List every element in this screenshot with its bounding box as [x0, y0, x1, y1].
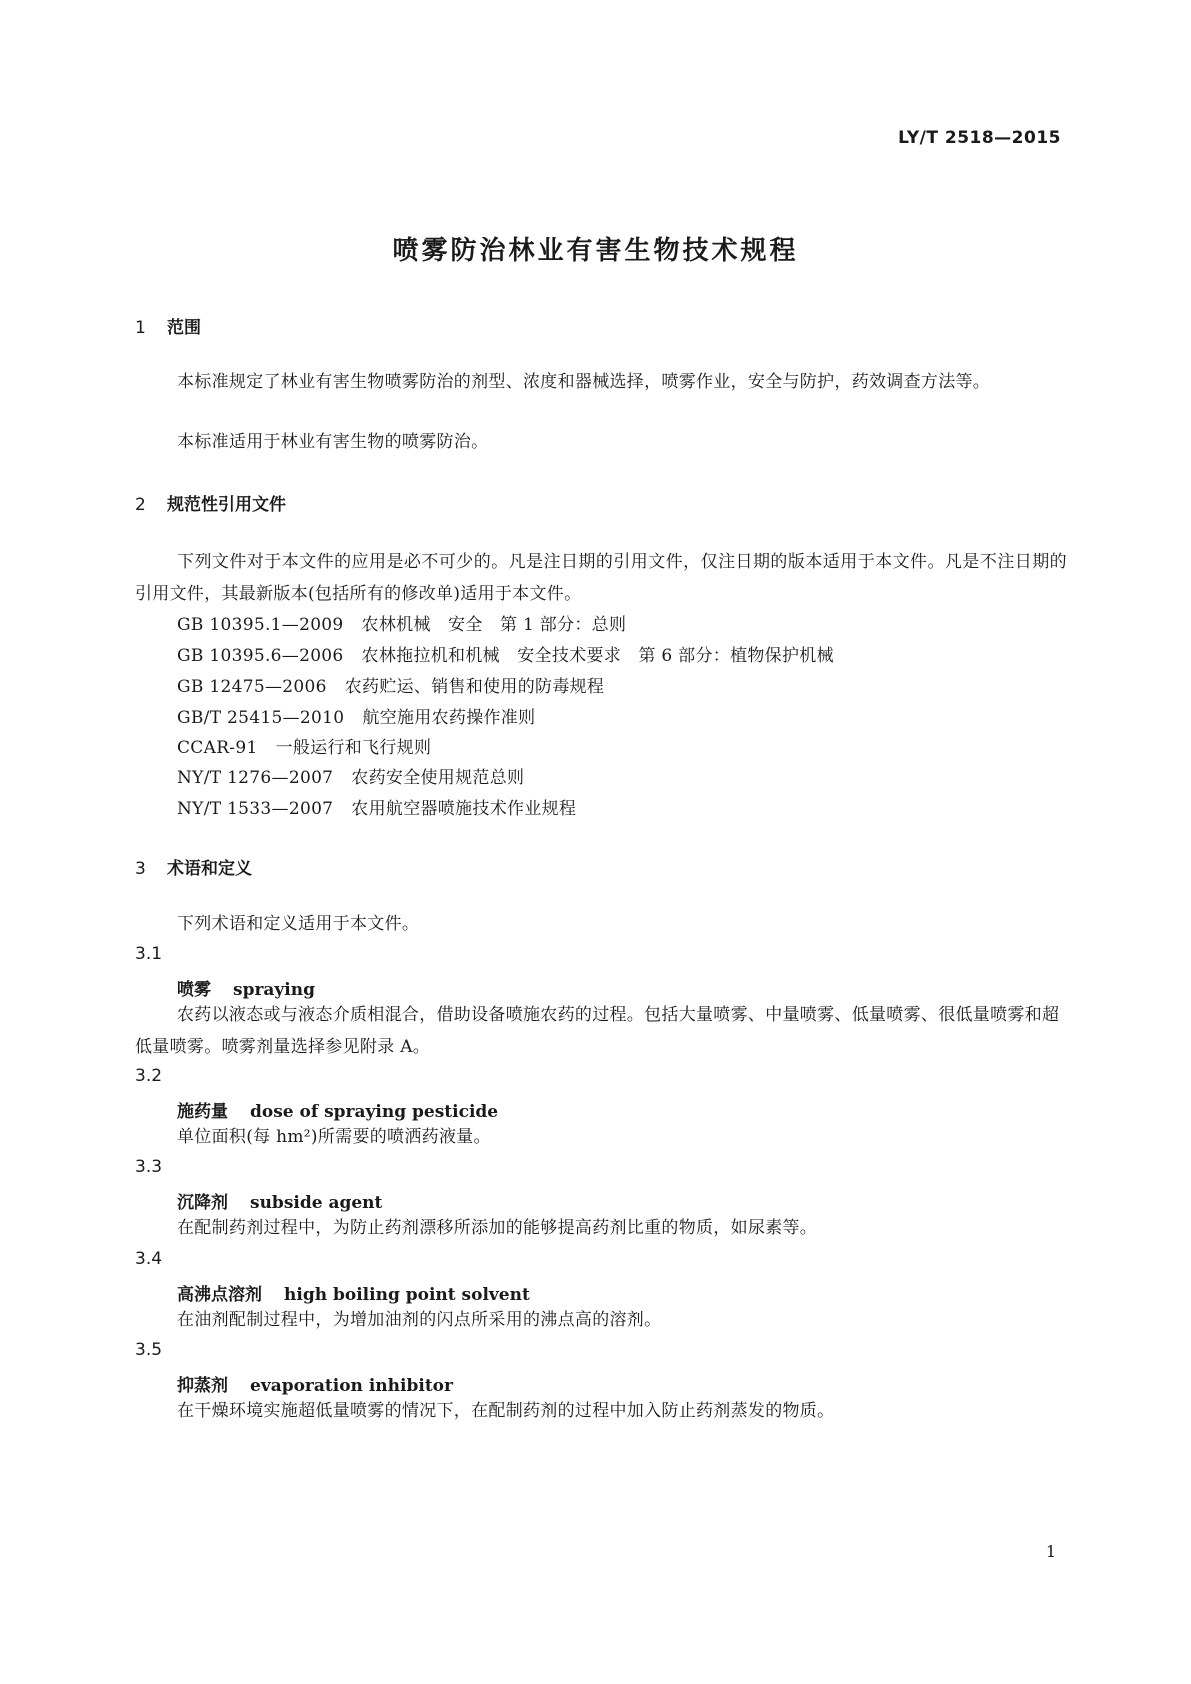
reference-code: CCAR-91 — [177, 738, 258, 758]
reference-item — [177, 794, 576, 819]
term-zh: 高沸点溶剂 — [177, 1285, 262, 1305]
page-number: 1 — [1045, 1542, 1056, 1561]
reference-title: 航空施用农药操作准则 — [362, 708, 536, 728]
reference-title: 农林拖拉机和机械 安全技术要求 第 6 部分：植物保护机械 — [361, 646, 834, 666]
term-number: 3.4 — [135, 1249, 163, 1269]
term-zh: 沉降剂 — [177, 1193, 228, 1213]
term-heading — [177, 1188, 382, 1213]
reference-code: NY/T 1533—2007 — [177, 799, 334, 819]
section-number: 3 — [135, 859, 146, 879]
term-en: subside agent — [250, 1193, 383, 1213]
section-title: 规范性引用文件 — [167, 495, 286, 515]
term-definition: 在油剂配制过程中，为增加油剂的闪点所采用的沸点高的溶剂。 — [177, 1310, 662, 1330]
reference-code: NY/T 1276—2007 — [177, 768, 334, 788]
reference-item — [177, 733, 431, 758]
standard-code: LY/T 2518—2015 — [898, 128, 1061, 148]
reference-title: 一般运行和飞行规则 — [275, 738, 432, 758]
reference-title: 农药贮运、销售和使用的防毒规程 — [344, 677, 605, 697]
section-1-paragraph-1: 本标准规定了林业有害生物喷雾防治的剂型、浓度和器械选择，喷雾作业，安全与防护，药效调查方法等。 — [177, 372, 991, 392]
reference-item — [177, 703, 535, 728]
term-definition: 农药以液态或与液态介质相混合，借助设备喷施农药的过程。包括大量喷雾、中量喷雾、低量喷雾、很低量喷雾和超低量喷雾。喷雾剂量选择参见附录 A。 — [135, 1005, 1060, 1057]
term-en: evaporation inhibitor — [250, 1376, 453, 1396]
reference-code: GB 12475—2006 — [177, 677, 327, 697]
reference-item — [177, 672, 604, 697]
term-number: 3.5 — [135, 1340, 163, 1360]
section-1-heading — [135, 313, 201, 338]
section-title: 范围 — [167, 318, 201, 338]
section-2-intro: 下列文件对于本文件的应用是必不可少的。凡是注日期的引用文件，仅注日期的版本适用于本文件。凡是不注日期的引用文件，其最新版本(包括所有的修改单)适用于本文件。 — [135, 552, 1067, 604]
term-heading — [177, 1280, 530, 1305]
term-definition: 在配制药剂过程中，为防止药剂漂移所添加的能够提高药剂比重的物质，如尿素等。 — [177, 1218, 818, 1238]
term-heading — [177, 975, 315, 1000]
reference-item — [177, 763, 524, 788]
reference-title: 农用航空器喷施技术作业规程 — [351, 799, 577, 819]
term-number: 3.3 — [135, 1157, 163, 1177]
term-en: dose of spraying pesticide — [250, 1102, 499, 1122]
reference-title: 农药安全使用规范总则 — [351, 768, 525, 788]
reference-title: 农林机械 安全 第 1 部分：总则 — [361, 615, 627, 635]
reference-code: GB/T 25415—2010 — [177, 708, 345, 728]
term-zh: 施药量 — [177, 1102, 228, 1122]
term-definition: 单位面积(每 hm²)所需要的喷洒药液量。 — [177, 1127, 491, 1147]
reference-code: GB 10395.6—2006 — [177, 646, 344, 666]
term-en: spraying — [233, 980, 316, 1000]
section-title: 术语和定义 — [167, 859, 252, 879]
term-zh: 抑蒸剂 — [177, 1376, 228, 1396]
term-en: high boiling point solvent — [284, 1285, 530, 1305]
section-1-paragraph-2: 本标准适用于林业有害生物的喷雾防治。 — [177, 432, 489, 452]
term-zh: 喷雾 — [177, 980, 211, 1000]
term-heading — [177, 1371, 453, 1396]
section-number: 2 — [135, 495, 146, 515]
document-title: 喷雾防治林业有害生物技术规程 — [392, 236, 799, 266]
term-definition: 在干燥环境实施超低量喷雾的情况下，在配制药剂的过程中加入防止药剂蒸发的物质。 — [177, 1401, 835, 1421]
section-2-heading — [135, 490, 286, 515]
reference-item — [177, 610, 626, 635]
reference-item — [177, 641, 834, 666]
section-3-intro: 下列术语和定义适用于本文件。 — [177, 914, 420, 934]
term-heading — [177, 1097, 498, 1122]
term-number: 3.1 — [135, 944, 163, 964]
section-number: 1 — [135, 318, 146, 338]
section-3-heading — [135, 854, 252, 879]
reference-code: GB 10395.1—2009 — [177, 615, 344, 635]
term-number: 3.2 — [135, 1066, 163, 1086]
